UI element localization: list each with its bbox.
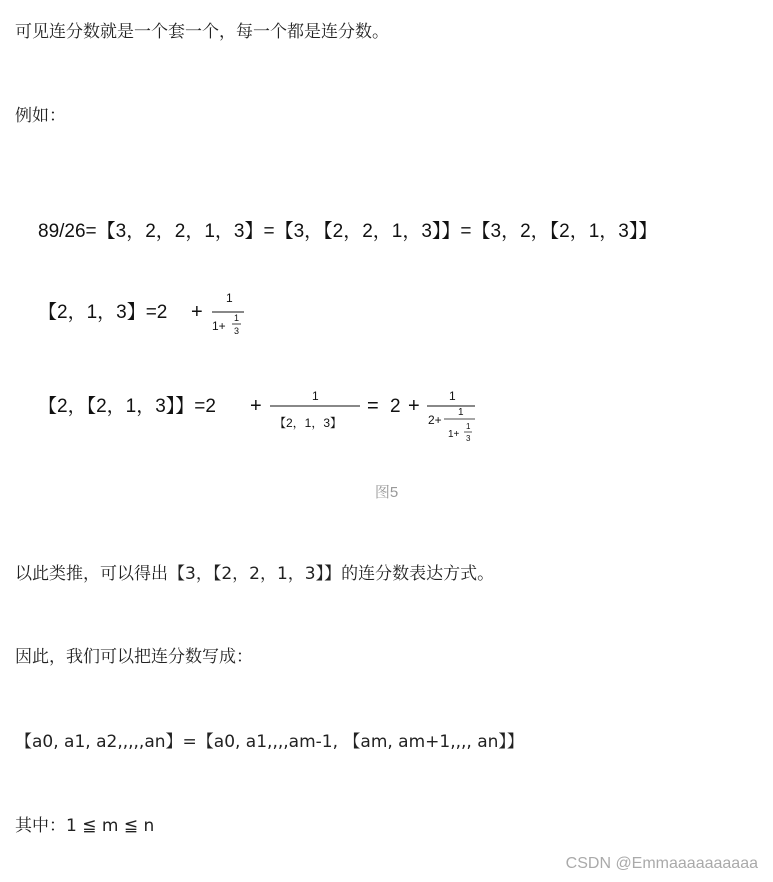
paragraph-general-form: 【a0, a1, a2,,,,,an】=【a0, a1,,,,am-1, 【am, am+1,,,, an】】 <box>15 732 524 752</box>
paragraph-intro: 可见连分数就是一个套一个，每一个都是连分数。 <box>15 22 389 42</box>
line2-lhs: 【2，1，3】=2 <box>38 302 168 323</box>
paragraph-constraint: 其中：1 ≦ m ≦ n <box>15 816 155 836</box>
line3-plus: + <box>250 395 262 417</box>
line3-equals: = <box>367 395 379 417</box>
figure-line-1: 89/26=【3，2，2，1，3】=【3，【2，2，1，3】】=【3，2，【2，1，3】】 <box>38 221 658 242</box>
line2-frac-num: 1 <box>226 291 233 305</box>
line3-plus2: + <box>408 395 420 417</box>
line3-frac2-inner2-den: 3 <box>466 434 471 443</box>
paragraph-therefore: 因此，我们可以把连分数写成： <box>15 647 253 667</box>
line2-plus: + <box>191 301 203 323</box>
paragraph-analogy: 以此类推，可以得出【3，【2，2，1，3】】的连分数表达方式。 <box>15 564 495 584</box>
line2-inner-num: 1 <box>234 313 240 323</box>
figure-continued-fraction <box>38 212 758 462</box>
line3-frac2-num: 1 <box>449 389 456 403</box>
line2-frac-den-left: 1+ <box>212 319 226 333</box>
line3-frac2-den-left: 2+ <box>428 413 442 427</box>
paragraph-example-label: 例如： <box>15 106 66 126</box>
csdn-watermark: CSDN @Emmaaaaaaaaaa <box>565 855 758 872</box>
figure-line-3 <box>38 386 498 456</box>
line3-frac1-den: 【2，1，3】 <box>274 416 343 430</box>
figure-caption: 图5 <box>374 484 399 501</box>
line3-frac1-num: 1 <box>312 389 319 403</box>
line3-lhs: 【2，【2，1，3】】=2 <box>38 396 216 417</box>
line2-inner-den: 3 <box>234 326 240 336</box>
line3-rhs-two: 2 <box>390 396 401 417</box>
line3-frac2-inner2-num: 1 <box>466 422 471 431</box>
line3-frac2-inner-num: 1 <box>458 407 464 418</box>
figure-line-2 <box>38 290 338 350</box>
line3-frac2-inner-den-left: 1+ <box>448 429 460 440</box>
